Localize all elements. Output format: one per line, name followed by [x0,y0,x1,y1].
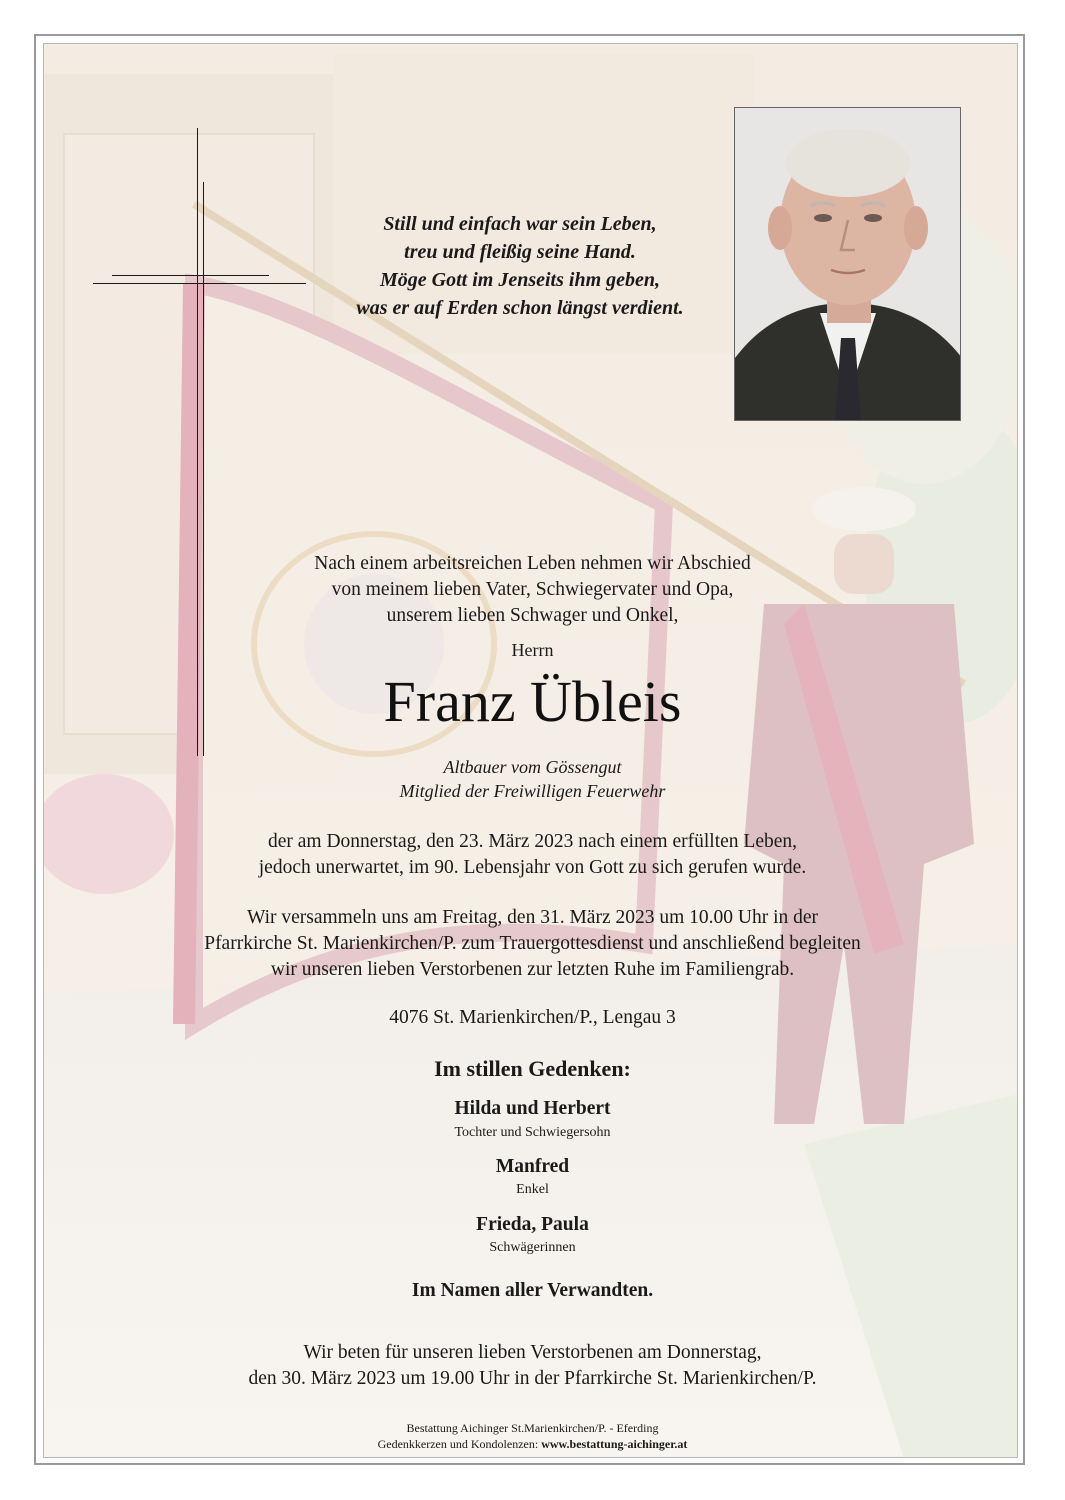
funeral-notice [100,905,965,983]
mourner-relation: Tochter und Schwiegersohn [454,1125,611,1140]
funeral-line: Pfarrkirche St. Marienkirchen/P. zum Trauergottesdienst und anschließend begleiten [204,933,861,954]
poem-line: treu und fleißig seine Hand. [404,241,636,263]
deceased-roles [100,755,965,803]
role-line: Mitglied der Freiwilligen Feuerwehr [399,781,666,801]
intro-text [100,551,965,629]
salutation: Herrn [511,640,554,660]
death-line: der am Donnerstag, den 23. März 2023 nach einem erfüllten Leben, [267,831,797,852]
intro-line: Nach einem arbeitsreichen Leben nehmen wir Abschied [314,553,751,574]
footer-condolences-label: Gedenkkerzen und Kondolenzen: [377,1437,542,1451]
prayer-line: Wir beten für unseren lieben Verstorbenen am Donnerstag, [303,1342,762,1363]
footer-condolences [100,1436,965,1452]
mourner-relation: Schwägerinnen [489,1240,576,1255]
funeral-line: Wir versammeln uns am Freitag, den 31. März 2023 um 10.00 Uhr in der [246,907,819,928]
mourner-name: Frieda, Paula [476,1214,589,1235]
poem-line: Möge Gott im Jenseits ihm geben, [380,269,660,291]
mourner-name: Hilda und Herbert [454,1098,611,1119]
death-line: jedoch unerwartet, im 90. Lebensjahr von Gott zu sich gerufen wurde. [258,857,807,878]
address: 4076 St. Marienkirchen/P., Lengau 3 [389,1007,676,1028]
footer-website-link[interactable]: www.bestattung-aichinger.at [541,1437,688,1451]
memory-title: Im stillen Gedenken: [434,1056,631,1081]
mourner-name: Manfred [495,1156,570,1177]
intro-line: unserem lieben Schwager und Onkel, [386,605,679,626]
role-line: Altbauer vom Gössengut [443,757,622,777]
death-notice [100,829,965,881]
portrait-photo [734,107,961,421]
relatives-line: Im Namen aller Verwandten. [411,1280,654,1301]
mourner-relation: Enkel [516,1182,549,1197]
prayer-notice [100,1340,965,1392]
funeral-line: wir unseren lieben Verstorbenen zur letzten Ruhe im Familiengrab. [270,959,795,980]
intro-line: von meinem lieben Vater, Schwiegervater und Opa, [331,579,734,600]
poem-line: Still und einfach war sein Leben, [383,213,657,235]
prayer-line: den 30. März 2023 um 19.00 Uhr in der Pfarrkirche St. Marienkirchen/P. [248,1368,817,1389]
footer-company: Bestattung Aichinger St.Marienkirchen/P. - Eferding [406,1421,659,1435]
footer [100,1420,965,1452]
deceased-name: Franz Übleis [383,669,682,734]
poem-line: was er auf Erden schon längst verdient. [356,297,684,319]
poem [300,210,740,322]
